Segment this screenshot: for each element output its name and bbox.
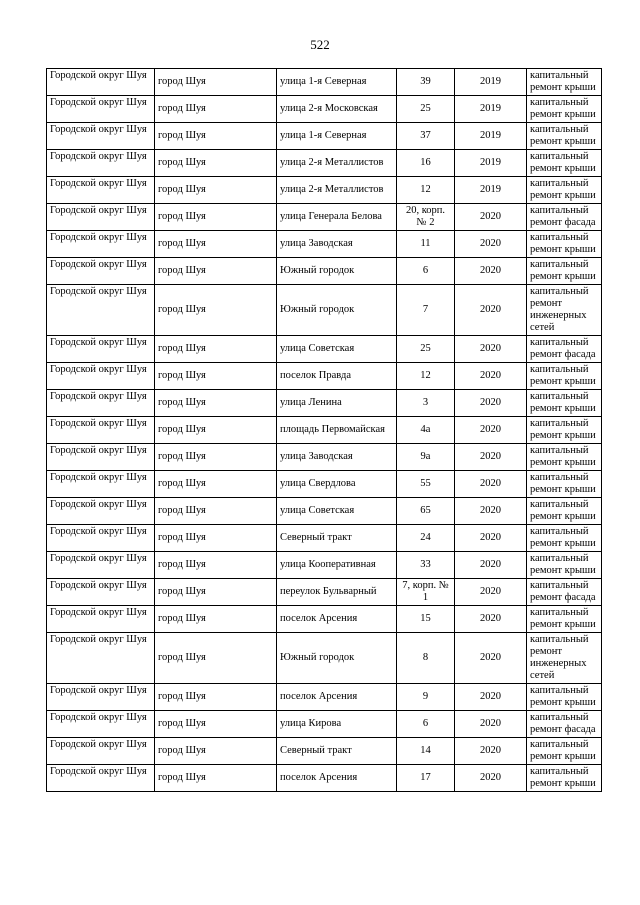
house-number-cell: 20, корп. № 2: [397, 204, 455, 231]
year-cell: 2020: [455, 417, 527, 444]
house-number-cell: 3: [397, 390, 455, 417]
table-row: [47, 711, 602, 738]
house-number-cell: 33: [397, 552, 455, 579]
year-cell: 2019: [455, 177, 527, 204]
municipality-cell: Городской округ Шуя: [47, 498, 155, 525]
municipality-cell: Городской округ Шуя: [47, 765, 155, 792]
work-type-cell: капитальный ремонт крыши: [527, 606, 602, 633]
settlement-cell: город Шуя: [155, 765, 277, 792]
table-row: [47, 336, 602, 363]
work-type-cell: капитальный ремонт крыши: [527, 444, 602, 471]
municipality-cell: Городской округ Шуя: [47, 738, 155, 765]
settlement-cell: город Шуя: [155, 231, 277, 258]
house-number-cell: 15: [397, 606, 455, 633]
repair-schedule-table: [46, 68, 602, 792]
street-cell: улица 2-я Металлистов: [277, 177, 397, 204]
house-number-cell: 9а: [397, 444, 455, 471]
street-cell: Южный городок: [277, 285, 397, 336]
table-row: [47, 684, 602, 711]
settlement-cell: город Шуя: [155, 363, 277, 390]
page-number: 522: [310, 37, 330, 52]
house-number-cell: 12: [397, 363, 455, 390]
street-cell: улица Кооперативная: [277, 552, 397, 579]
settlement-cell: город Шуя: [155, 444, 277, 471]
work-type-cell: капитальный ремонт крыши: [527, 177, 602, 204]
house-number-cell: 8: [397, 633, 455, 684]
municipality-cell: Городской округ Шуя: [47, 444, 155, 471]
municipality-cell: Городской округ Шуя: [47, 96, 155, 123]
house-number-cell: 24: [397, 525, 455, 552]
year-cell: 2020: [455, 444, 527, 471]
work-type-cell: капитальный ремонт крыши: [527, 96, 602, 123]
work-type-cell: капитальный ремонт крыши: [527, 231, 602, 258]
settlement-cell: город Шуя: [155, 96, 277, 123]
house-number-cell: 11: [397, 231, 455, 258]
table-body: [47, 69, 602, 792]
street-cell: улица 2-я Металлистов: [277, 150, 397, 177]
table-row: [47, 498, 602, 525]
settlement-cell: город Шуя: [155, 606, 277, 633]
house-number-cell: 7: [397, 285, 455, 336]
house-number-cell: 25: [397, 336, 455, 363]
work-type-cell: капитальный ремонт крыши: [527, 525, 602, 552]
table-row: [47, 525, 602, 552]
work-type-cell: капитальный ремонт крыши: [527, 684, 602, 711]
work-type-cell: капитальный ремонт фасада: [527, 336, 602, 363]
table-row: [47, 150, 602, 177]
work-type-cell: капитальный ремонт крыши: [527, 69, 602, 96]
settlement-cell: город Шуя: [155, 579, 277, 606]
municipality-cell: Городской округ Шуя: [47, 363, 155, 390]
street-cell: поселок Арсения: [277, 684, 397, 711]
street-cell: улица 2-я Московская: [277, 96, 397, 123]
house-number-cell: 55: [397, 471, 455, 498]
municipality-cell: Городской округ Шуя: [47, 204, 155, 231]
street-cell: улица Ленина: [277, 390, 397, 417]
year-cell: 2020: [455, 525, 527, 552]
house-number-cell: 4а: [397, 417, 455, 444]
municipality-cell: Городской округ Шуя: [47, 69, 155, 96]
table-row: [47, 471, 602, 498]
work-type-cell: капитальный ремонт инженерных сетей: [527, 285, 602, 336]
street-cell: улица Свердлова: [277, 471, 397, 498]
house-number-cell: 17: [397, 765, 455, 792]
street-cell: Северный тракт: [277, 525, 397, 552]
year-cell: 2020: [455, 606, 527, 633]
street-cell: переулок Бульварный: [277, 579, 397, 606]
table-row: [47, 177, 602, 204]
work-type-cell: капитальный ремонт крыши: [527, 498, 602, 525]
street-cell: улица Генерала Белова: [277, 204, 397, 231]
house-number-cell: 9: [397, 684, 455, 711]
municipality-cell: Городской округ Шуя: [47, 390, 155, 417]
street-cell: улица Кирова: [277, 711, 397, 738]
work-type-cell: капитальный ремонт крыши: [527, 150, 602, 177]
year-cell: 2020: [455, 738, 527, 765]
table-row: [47, 579, 602, 606]
house-number-cell: 16: [397, 150, 455, 177]
settlement-cell: город Шуя: [155, 336, 277, 363]
work-type-cell: капитальный ремонт крыши: [527, 552, 602, 579]
municipality-cell: Городской округ Шуя: [47, 606, 155, 633]
municipality-cell: Городской округ Шуя: [47, 150, 155, 177]
year-cell: 2019: [455, 69, 527, 96]
street-cell: поселок Правда: [277, 363, 397, 390]
municipality-cell: Городской округ Шуя: [47, 285, 155, 336]
table-row: [47, 363, 602, 390]
year-cell: 2020: [455, 633, 527, 684]
municipality-cell: Городской округ Шуя: [47, 177, 155, 204]
settlement-cell: город Шуя: [155, 498, 277, 525]
street-cell: поселок Арсения: [277, 765, 397, 792]
settlement-cell: город Шуя: [155, 177, 277, 204]
year-cell: 2020: [455, 363, 527, 390]
work-type-cell: капитальный ремонт крыши: [527, 363, 602, 390]
street-cell: улица Советская: [277, 336, 397, 363]
work-type-cell: капитальный ремонт инженерных сетей: [527, 633, 602, 684]
municipality-cell: Городской округ Шуя: [47, 231, 155, 258]
year-cell: 2020: [455, 552, 527, 579]
street-cell: поселок Арсения: [277, 606, 397, 633]
table-row: [47, 390, 602, 417]
settlement-cell: город Шуя: [155, 123, 277, 150]
table-row: [47, 606, 602, 633]
work-type-cell: капитальный ремонт крыши: [527, 471, 602, 498]
work-type-cell: капитальный ремонт крыши: [527, 123, 602, 150]
municipality-cell: Городской округ Шуя: [47, 579, 155, 606]
year-cell: 2020: [455, 579, 527, 606]
work-type-cell: капитальный ремонт крыши: [527, 417, 602, 444]
municipality-cell: Городской округ Шуя: [47, 123, 155, 150]
municipality-cell: Городской округ Шуя: [47, 552, 155, 579]
year-cell: 2020: [455, 765, 527, 792]
settlement-cell: город Шуя: [155, 633, 277, 684]
table-row: [47, 633, 602, 684]
municipality-cell: Городской округ Шуя: [47, 711, 155, 738]
settlement-cell: город Шуя: [155, 258, 277, 285]
year-cell: 2019: [455, 123, 527, 150]
settlement-cell: город Шуя: [155, 684, 277, 711]
house-number-cell: 12: [397, 177, 455, 204]
house-number-cell: 37: [397, 123, 455, 150]
municipality-cell: Городской округ Шуя: [47, 471, 155, 498]
municipality-cell: Городской округ Шуя: [47, 633, 155, 684]
table-row: [47, 765, 602, 792]
year-cell: 2020: [455, 498, 527, 525]
settlement-cell: город Шуя: [155, 471, 277, 498]
year-cell: 2020: [455, 390, 527, 417]
table-row: [47, 204, 602, 231]
settlement-cell: город Шуя: [155, 390, 277, 417]
house-number-cell: 6: [397, 711, 455, 738]
street-cell: улица Заводская: [277, 444, 397, 471]
street-cell: улица Заводская: [277, 231, 397, 258]
year-cell: 2020: [455, 231, 527, 258]
year-cell: 2020: [455, 258, 527, 285]
table-row: [47, 123, 602, 150]
settlement-cell: город Шуя: [155, 417, 277, 444]
year-cell: 2019: [455, 96, 527, 123]
municipality-cell: Городской округ Шуя: [47, 336, 155, 363]
house-number-cell: 6: [397, 258, 455, 285]
street-cell: улица Советская: [277, 498, 397, 525]
year-cell: 2020: [455, 336, 527, 363]
house-number-cell: 39: [397, 69, 455, 96]
table-row: [47, 96, 602, 123]
work-type-cell: капитальный ремонт крыши: [527, 258, 602, 285]
settlement-cell: город Шуя: [155, 204, 277, 231]
year-cell: 2020: [455, 471, 527, 498]
work-type-cell: капитальный ремонт крыши: [527, 390, 602, 417]
work-type-cell: капитальный ремонт крыши: [527, 765, 602, 792]
work-type-cell: капитальный ремонт крыши: [527, 738, 602, 765]
work-type-cell: капитальный ремонт фасада: [527, 711, 602, 738]
street-cell: Южный городок: [277, 258, 397, 285]
settlement-cell: город Шуя: [155, 738, 277, 765]
municipality-cell: Городской округ Шуя: [47, 684, 155, 711]
house-number-cell: 14: [397, 738, 455, 765]
table-row: [47, 417, 602, 444]
street-cell: улица 1-я Северная: [277, 69, 397, 96]
table-row: [47, 231, 602, 258]
table-row: [47, 444, 602, 471]
table-row: [47, 738, 602, 765]
street-cell: улица 1-я Северная: [277, 123, 397, 150]
settlement-cell: город Шуя: [155, 552, 277, 579]
settlement-cell: город Шуя: [155, 711, 277, 738]
municipality-cell: Городской округ Шуя: [47, 525, 155, 552]
table-row: [47, 285, 602, 336]
table-row: [47, 69, 602, 96]
settlement-cell: город Шуя: [155, 150, 277, 177]
year-cell: 2020: [455, 684, 527, 711]
settlement-cell: город Шуя: [155, 69, 277, 96]
table-row: [47, 552, 602, 579]
work-type-cell: капитальный ремонт фасада: [527, 579, 602, 606]
settlement-cell: город Шуя: [155, 525, 277, 552]
year-cell: 2020: [455, 204, 527, 231]
settlement-cell: город Шуя: [155, 285, 277, 336]
street-cell: площадь Первомайская: [277, 417, 397, 444]
street-cell: Южный городок: [277, 633, 397, 684]
year-cell: 2020: [455, 711, 527, 738]
municipality-cell: Городской округ Шуя: [47, 417, 155, 444]
house-number-cell: 65: [397, 498, 455, 525]
table-row: [47, 258, 602, 285]
year-cell: 2019: [455, 150, 527, 177]
house-number-cell: 25: [397, 96, 455, 123]
street-cell: Северный тракт: [277, 738, 397, 765]
year-cell: 2020: [455, 285, 527, 336]
municipality-cell: Городской округ Шуя: [47, 258, 155, 285]
house-number-cell: 7, корп. № 1: [397, 579, 455, 606]
work-type-cell: капитальный ремонт фасада: [527, 204, 602, 231]
